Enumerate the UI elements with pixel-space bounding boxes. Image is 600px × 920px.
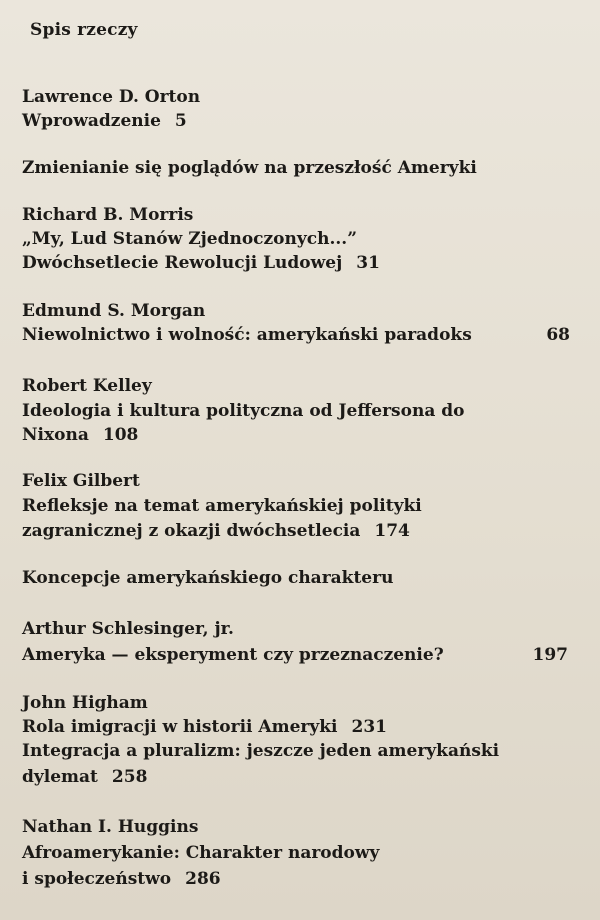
entry-title-text: Rola imigracji w historii Ameryki	[22, 717, 338, 737]
entry-title-text: i społeczeństwo	[22, 869, 172, 889]
entry-title-text: Nixona	[22, 425, 89, 445]
entry-title-text: Ameryka — eksperyment czy przeznaczenie?	[22, 645, 444, 665]
entry-title-line	[22, 766, 147, 788]
section-heading: Zmienianie się poglądów na przeszłość Ameryki	[22, 158, 477, 178]
entry-author: Arthur Schlesinger, jr.	[22, 619, 234, 639]
entry-title-line: „My, Lud Stanów Zjednoczonych...”	[22, 229, 357, 249]
page-title: Spis rzeczy	[30, 20, 138, 40]
entry-title-line	[22, 716, 387, 738]
section-heading: Koncepcje amerykańskiego charakteru	[22, 568, 394, 588]
entry-title-line: Integracja a pluralizm: jeszcze jeden amerykański	[22, 741, 500, 761]
page-number: 258	[111, 767, 148, 787]
entry-title-line	[22, 110, 187, 132]
page-number: 231	[351, 717, 387, 737]
page-number: 197	[532, 645, 568, 665]
entry-author: Felix Gilbert	[22, 471, 140, 491]
entry-title-line: Refleksje na temat amerykańskiej polityki	[22, 496, 422, 516]
entry-title-text: Wprowadzenie	[22, 111, 161, 131]
page-number: 174	[374, 521, 410, 541]
entry-author: Edmund S. Morgan	[22, 301, 206, 321]
entry-author: John Higham	[22, 693, 148, 713]
entry-title-line	[22, 252, 380, 274]
entry-title-line	[22, 520, 410, 542]
entry-title-line	[22, 324, 570, 346]
entry-title-text: dylemat	[22, 767, 98, 787]
entry-title-line	[22, 868, 221, 890]
entry-author: Lawrence D. Orton	[22, 87, 201, 107]
entry-title-line: Ideologia i kultura polityczna od Jeffersona do	[22, 401, 465, 421]
entry-title-line	[22, 644, 568, 666]
entry-author: Robert Kelley	[22, 376, 152, 396]
page-number: 68	[546, 325, 570, 345]
page-number: 5	[174, 111, 187, 131]
entry-title-line: Afroamerykanie: Charakter narodowy	[22, 843, 380, 863]
page-number: 31	[356, 253, 380, 273]
entry-author: Richard B. Morris	[22, 205, 194, 225]
entry-author: Nathan I. Huggins	[22, 817, 199, 837]
entry-title-text: Niewolnictwo i wolność: amerykański paradoks	[22, 325, 472, 345]
page-number: 286	[185, 869, 221, 889]
entry-title-line	[22, 424, 138, 446]
entry-title-text: zagranicznej z okazji dwóchsetlecia	[22, 521, 361, 541]
entry-title-text: Dwóchsetlecie Rewolucji Ludowej	[22, 253, 343, 273]
page-number: 108	[102, 425, 139, 445]
